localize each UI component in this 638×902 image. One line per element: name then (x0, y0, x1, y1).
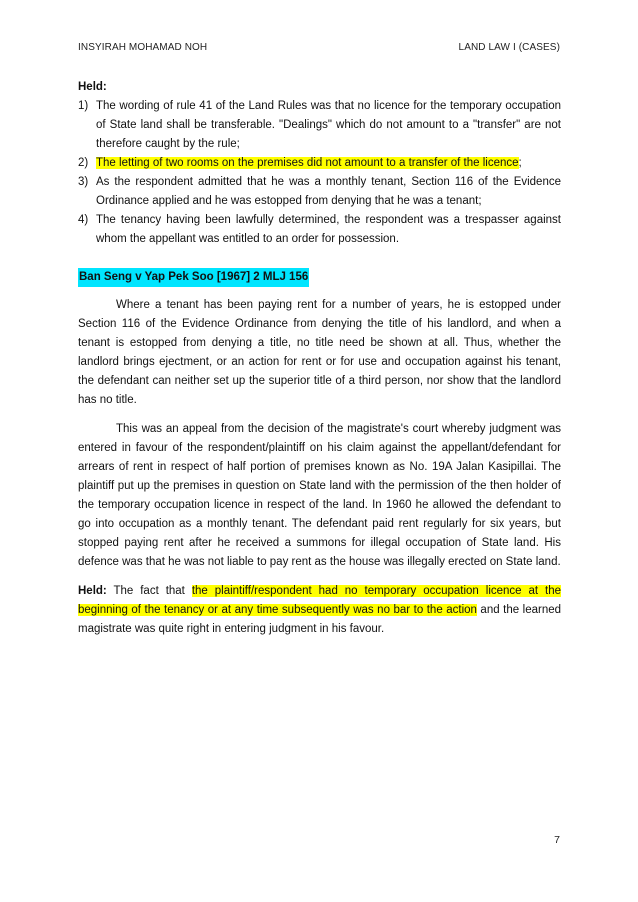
held-item-text: The tenancy having been lawfully determined, the respondent was a trespasser against whom the appellant was entitled to an order for possession. (96, 214, 561, 245)
header-author: INSYIRAH MOHAMAD NOH (78, 42, 208, 53)
header-course: LAND LAW I (CASES) (458, 42, 560, 53)
held-item (78, 154, 561, 173)
held-item-tail: ; (518, 157, 522, 169)
case-summary-paragraph: Where a tenant has been paying rent for a number of years, he is estopped under Section 116 of the Evidence Ordinance from denying the title of his landlord, and when a tenant is estopped from denying a title, no title need be shown at all. Thus, whether the landlord brings ejectment, or an action for rent or for use and occupation against his tenant, the defendant can neither set up the superior title of a third person, nor show that the landlord has no title. (78, 299, 561, 406)
case-citation: Ban Seng v Yap Pek Soo [1967] 2 MLJ 156 (78, 268, 309, 287)
page-number: 7 (554, 834, 560, 846)
case-held-paragraph (78, 582, 561, 639)
held-item (78, 97, 561, 154)
page-header (78, 42, 560, 53)
held-item (78, 211, 561, 249)
held-item-number: 4) (78, 214, 89, 226)
held-item-text: As the respondent admitted that he was a monthly tenant, Section 116 of the Evidence Ordinance applied and he was estopped from denying that he was a tenant; (96, 176, 561, 207)
held-heading: Held: (78, 81, 107, 93)
held-item (78, 173, 561, 211)
held-item-highlight: The letting of two rooms on the premises did not amount to a transfer of the licence (96, 157, 519, 169)
case-held-pre: The fact that (106, 585, 192, 597)
case-facts-paragraph: This was an appeal from the decision of the magistrate's court whereby judgment was entered in favour of the respondent/plaintiff on his claim against the appellant/defendant for arrears of rent in respect of half portion of premises known as No. 19A Jalan Kasipillai. The plaintiff put up the premises in question on State land with the permission of the then holder of the temporary occupation licence in respect of the land. In 1960 he allowed the defendant to go into occupation as a monthly tenant. The defendant paid rent regularly for six years, but stopped paying rent after he received a summons for illegal occupation of State land. His defence was that he was not liable to pay rent as the house was illegally erected on State land. (78, 423, 561, 568)
case-held-post: and the learned magistrate was quite right in entering judgment in his favour. (78, 604, 562, 635)
page-content (78, 78, 561, 639)
held-item-number: 1) (78, 100, 89, 112)
held-item-text: The wording of rule 41 of the Land Rules was that no licence for the temporary occupation of State land shall be transferable. "Dealings" which do not amount to a "transfer" are not therefore caught by the rule; (96, 100, 561, 150)
held-item-number: 3) (78, 176, 89, 188)
case-held-highlight: the plaintiff/respondent had no temporary occupation licence at the beginning of the tenancy or at any time subsequently was no bar to the action (78, 585, 562, 616)
held-item-number: 2) (78, 157, 89, 169)
case-held-label: Held: (78, 585, 107, 597)
held-list (78, 97, 561, 249)
